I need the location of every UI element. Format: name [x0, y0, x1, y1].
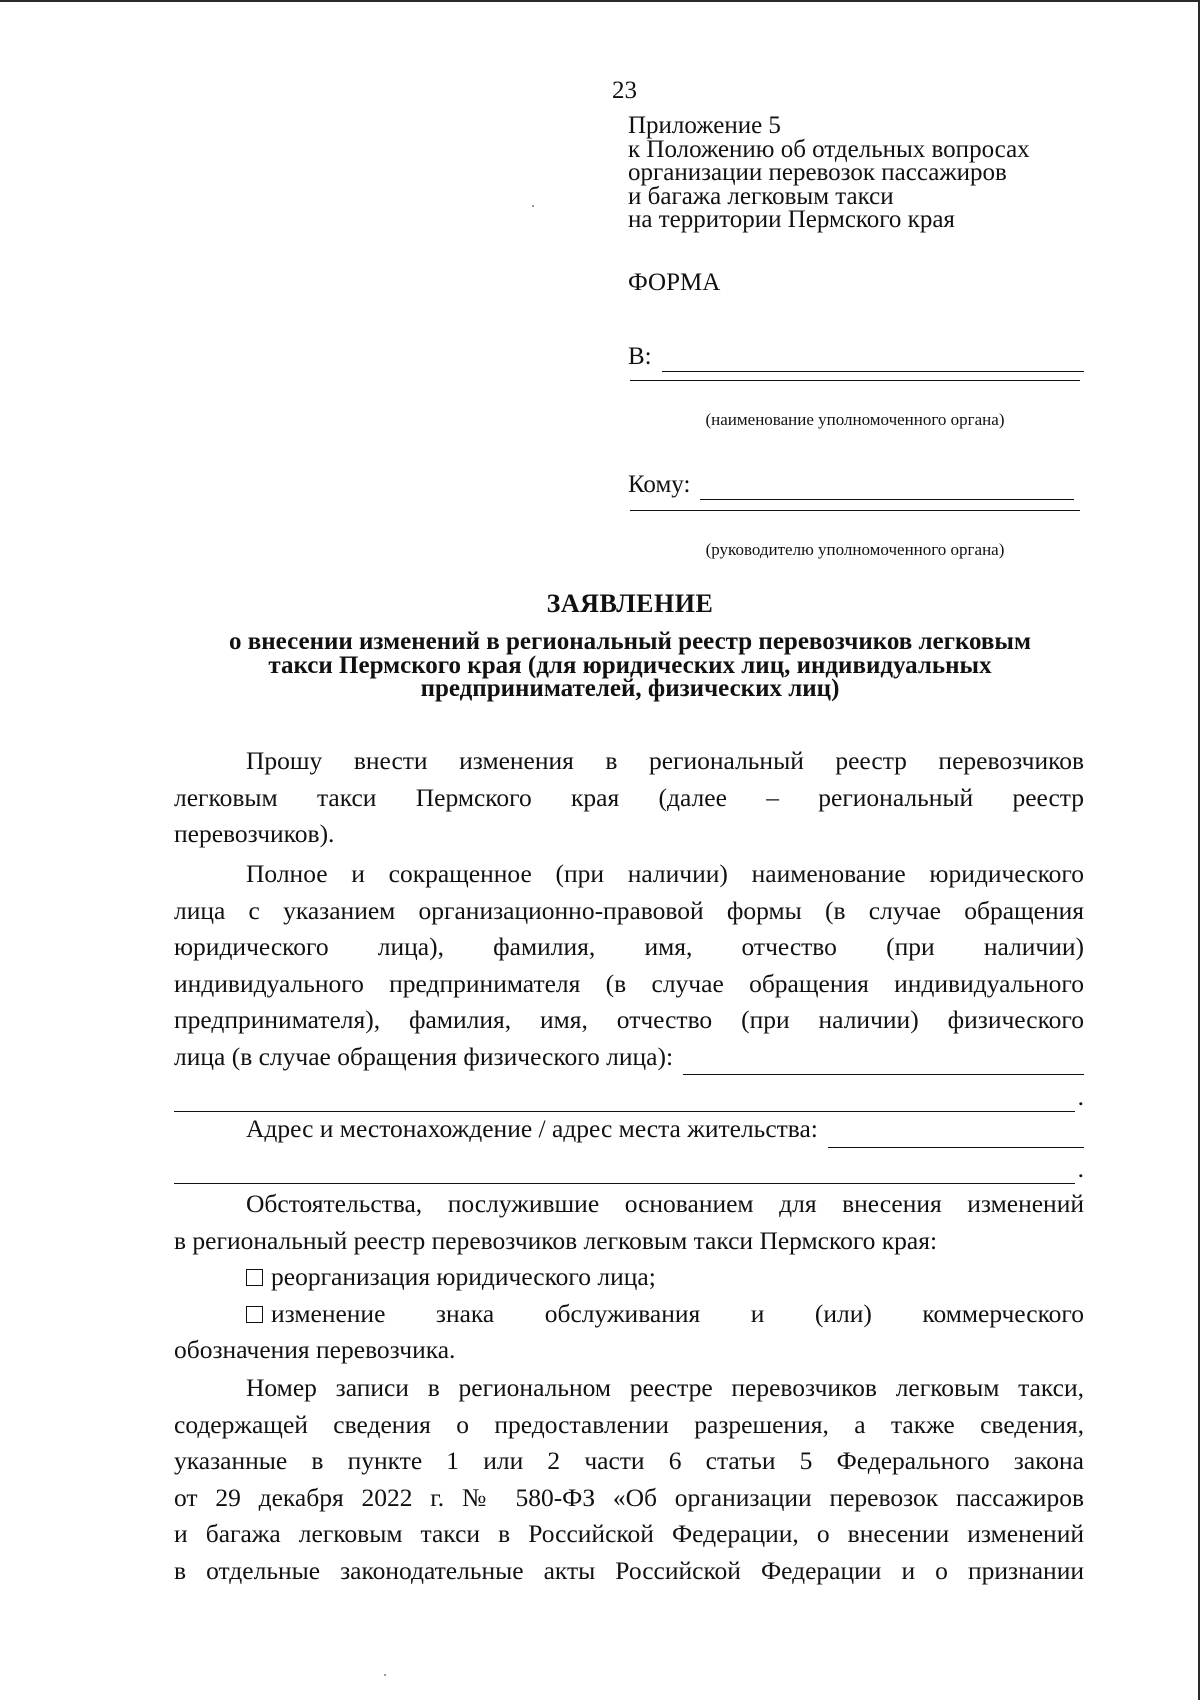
paragraph-line: лица с указанием организационно-правовой формы (в случае обращения — [174, 895, 1084, 925]
whom-input-line[interactable] — [700, 473, 1074, 500]
page-number: 23 — [612, 77, 637, 104]
to-input-line[interactable] — [662, 345, 1084, 372]
appendix-line: организации перевозок пассажиров — [628, 159, 1007, 187]
paragraph-line: перевозчиков). — [174, 819, 335, 848]
paragraph-circumstances — [174, 1186, 1084, 1369]
address-line-2 — [174, 1148, 1084, 1185]
paragraph-request — [174, 743, 1084, 853]
paragraph-line: от 29 декабря 2022 г. № 580-ФЗ «Об организации перевозок пассажиров — [174, 1482, 1084, 1512]
checkbox-reorganization[interactable] — [246, 1269, 263, 1286]
scan-border-top — [0, 0, 1200, 2]
subtitle-line: предпринимателей, физических лиц) — [420, 675, 840, 702]
whom-caption: (руководителю уполномоченного органа) — [705, 540, 1005, 559]
scan-speck — [384, 1674, 386, 1676]
applicant-name-input-line-2[interactable] — [174, 1085, 1075, 1112]
checkbox-label: изменение знака обслуживания и (или) коммерческого — [271, 1298, 1084, 1328]
address-input-line[interactable] — [828, 1121, 1084, 1148]
whom-field-row — [628, 466, 1074, 500]
paragraph-line: предпринимателя), фамилия, имя, отчество (при наличии) физического — [174, 1005, 1084, 1034]
paragraph-line: обозначения перевозчика. — [174, 1335, 456, 1364]
checkbox-item-reorganization — [174, 1259, 1084, 1296]
paragraph-line: индивидуального предпринимателя (в случае обращения индивидуального — [174, 968, 1084, 998]
paragraph-applicant-name — [174, 856, 1084, 1112]
paragraph-line: юридического лица), фамилия, имя, отчество (при наличии) — [174, 932, 1084, 961]
paragraph-line: лица (в случае обращения физического лица): — [174, 1041, 674, 1071]
applicant-name-input-line[interactable] — [683, 1048, 1084, 1075]
applicant-name-field — [174, 1039, 1084, 1076]
to-label: В: — [628, 343, 652, 370]
paragraph-line: содержащей сведения о предоставлении разрешения, а также сведения, — [174, 1409, 1084, 1439]
address-label: Адрес и местонахождение / адрес места жительства: — [246, 1114, 818, 1143]
checkbox-item-trademark — [174, 1296, 1084, 1333]
to-field-row — [628, 338, 1084, 372]
paragraph-line: указанные в пункте 1 или 2 части 6 статьи 5 Федерального закона — [174, 1446, 1084, 1475]
paragraph-address — [174, 1111, 1084, 1184]
scan-speck — [532, 205, 534, 207]
paragraph-line: Номер записи в региональном реестре перевозчиков легковым такси, — [246, 1373, 1084, 1402]
whom-input-line-2[interactable] — [630, 510, 1080, 511]
paragraph-line: в региональный реестр перевозчиков легковым такси Пермского края: — [174, 1225, 938, 1255]
document-title: ЗАЯВЛЕНИЕ — [546, 589, 714, 618]
subtitle-line: такси Пермского края (для юридических лиц, индивидуальных — [268, 651, 992, 679]
appendix-line: на территории Пермского края — [628, 206, 955, 234]
appendix-header — [628, 114, 1148, 232]
subtitle-line: о внесении изменений в региональный реестр перевозчиков легковым — [229, 628, 1031, 655]
appendix-line: к Положению об отдельных вопросах — [628, 135, 1030, 163]
paragraph-line: Обстоятельства, послужившие основанием для внесения изменений — [246, 1189, 1084, 1218]
paragraph-line: и багажа легковым такси в Российской Федерации, о внесении изменений — [174, 1519, 1084, 1548]
form-label: ФОРМА — [628, 269, 721, 296]
paragraph-line: в отдельные законодательные акты Российской Федерации и о признании — [174, 1555, 1084, 1585]
whom-label: Кому: — [628, 471, 691, 498]
address-field — [174, 1111, 1084, 1148]
to-input-line-2[interactable] — [630, 380, 1080, 381]
address-input-line-2[interactable] — [174, 1157, 1075, 1184]
paragraph-line: Полное и сокращенное (при наличии) наименование юридического — [246, 859, 1084, 888]
line-end-period: . — [1077, 1081, 1084, 1111]
paragraph-record-number — [174, 1370, 1084, 1589]
checkbox-trademark-change[interactable] — [246, 1306, 263, 1323]
applicant-name-line-2 — [174, 1075, 1084, 1112]
checkbox-label: реорганизация юридического лица; — [271, 1262, 656, 1291]
document-subtitle — [172, 630, 1088, 701]
appendix-line: и багажа легковым такси — [628, 182, 894, 210]
appendix-line: Приложение 5 — [628, 112, 781, 139]
paragraph-line: легковым такси Пермского края (далее – региональный реестр — [174, 782, 1084, 812]
to-caption: (наименование уполномоченного органа) — [705, 410, 1005, 429]
paragraph-line: Прошу внести изменения в региональный реестр перевозчиков — [246, 746, 1084, 775]
line-end-period: . — [1077, 1154, 1084, 1183]
